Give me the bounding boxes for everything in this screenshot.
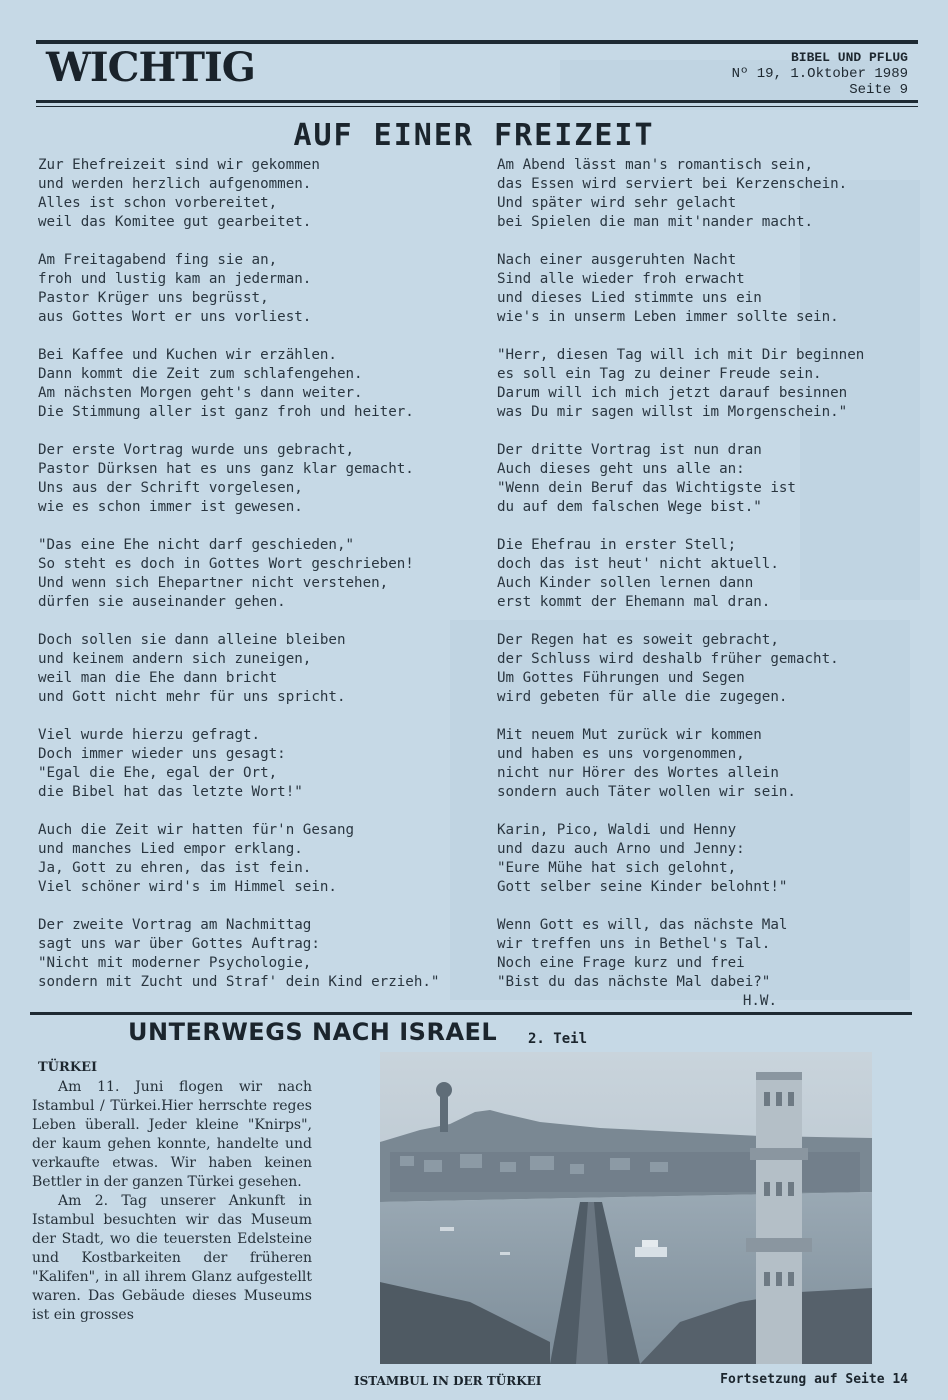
poem-line: Am nächsten Morgen geht's dann weiter. (38, 385, 363, 401)
poem-stanza (497, 156, 917, 232)
poem-line: weil man die Ehe dann bricht (38, 670, 278, 686)
poem-line: aus Gottes Wort er uns vorliest. (38, 309, 312, 325)
poem-left-column (38, 156, 488, 1011)
poem-line: Mit neuem Mut zurück wir kommen (497, 727, 762, 743)
poem-stanza (497, 346, 917, 422)
masthead-info (732, 50, 908, 98)
poem-line: Die Ehefrau in erster Stell; (497, 537, 737, 553)
poem-stanza (38, 726, 488, 802)
poem-line: Pastor Dürksen hat es uns ganz klar gemacht. (38, 461, 414, 477)
istanbul-photo (380, 1052, 872, 1364)
poem-stanza (38, 251, 488, 327)
poem-stanza (38, 441, 488, 517)
poem-line: "Nicht mit moderner Psychologie, (38, 955, 312, 971)
poem-stanza (497, 821, 917, 897)
article-part: 2. Teil (528, 1031, 588, 1047)
poem-line: weil das Komitee gut gearbeitet. (38, 214, 312, 230)
poem-line: Doch sollen sie dann alleine bleiben (38, 632, 346, 648)
poem-line: und haben es uns vorgenommen, (497, 746, 745, 762)
poem-line: nicht nur Hörer des Wortes allein (497, 765, 779, 781)
poem-line: wie's in unserm Leben immer sollte sein. (497, 309, 839, 325)
poem-line: Alles ist schon vorbereitet, (38, 195, 278, 211)
article-paragraph: Am 11. Juni flogen wir nach Istambul / Türkei.Hier herrschte reges Leben überall. Jeder kleine "Knirps", der kaum gehen konnte, handelte und verkaufte etwas. Wir haben keinen Bettler in der ganzen Türkei gesehen. (32, 1079, 312, 1190)
masthead-bottom-rule-thin (36, 106, 918, 107)
poem-line: Karin, Pico, Waldi und Henny (497, 822, 737, 838)
poem-line: der Schluss wird deshalb früher gemacht. (497, 651, 839, 667)
poem-stanza (38, 631, 488, 707)
masthead-bottom-rule (36, 100, 918, 103)
poem-line: "Eure Mühe hat sich gelohnt, (497, 860, 737, 876)
poem-line: und Gott nicht mehr für uns spricht. (38, 689, 346, 705)
poem-line: froh und lustig kam an jederman. (38, 271, 312, 287)
poem-line: bei Spielen die man mit'nander macht. (497, 214, 814, 230)
article-title: UNTERWEGS NACH ISRAEL (128, 1018, 498, 1046)
poem-stanza (497, 536, 917, 612)
poem-stanza (38, 536, 488, 612)
poem-line: Darum will ich mich jetzt darauf besinnen (497, 385, 848, 401)
publication-name: BIBEL UND PFLUG (790, 50, 908, 65)
poem-line: es soll ein Tag zu deiner Freude sein. (497, 366, 822, 382)
poem-line: So steht es doch in Gottes Wort geschrieben! (38, 556, 414, 572)
poem-line: und werden herzlich aufgenommen. (38, 176, 312, 192)
poem-line: Uns aus der Schrift vorgelesen, (38, 480, 303, 496)
poem-line: Der Regen hat es soweit gebracht, (497, 632, 779, 648)
continued-note: Fortsetzung auf Seite 14 (720, 1372, 908, 1387)
poem-line: und dieses Lied stimmte uns ein (497, 290, 762, 306)
poem-line: dürfen sie auseinander gehen. (38, 594, 286, 610)
poem-line: Nach einer ausgeruhten Nacht (497, 252, 737, 268)
poem-title: AUF EINER FREIZEIT (293, 118, 655, 153)
article-paragraph: Am 2. Tag unserer Ankunft in Istambul besuchten wir das Museum der Stadt, wo die teuersten Edelsteine und Kostbarkeiten der früheren "Kalifen", in all ihrem Glanz aufgestellt waren. Das Gebäude dieses Museums ist ein grosses (32, 1193, 312, 1323)
poem-line: "Egal die Ehe, egal der Ort, (38, 765, 278, 781)
poem-line: Und wenn sich Ehepartner nicht verstehen, (38, 575, 389, 591)
poem-line: Bei Kaffee und Kuchen wir erzählen. (38, 347, 337, 363)
poem-line: wir treffen uns in Bethel's Tal. (497, 936, 771, 952)
poem-line: Am Abend lässt man's romantisch sein, (497, 157, 814, 173)
poem-line: Pastor Krüger uns begrüsst, (38, 290, 269, 306)
poem-line: sondern mit Zucht und Straf' dein Kind erzieh." (38, 974, 440, 990)
poem-line: Der zweite Vortrag am Nachmittag (38, 917, 312, 933)
poem-line: Gott selber seine Kinder belohnt!" (497, 879, 788, 895)
poem-line: wie es schon immer ist gewesen. (38, 499, 303, 515)
poem-line: erst kommt der Ehemann mal dran. (497, 594, 771, 610)
poem-line: Auch Kinder sollen lernen dann (497, 575, 754, 591)
poem-line: "Bist du das nächste Mal dabei?" (497, 974, 771, 990)
poem-signature: H.W. (742, 993, 777, 1009)
issue-date: Nº 19, 1.Oktober 1989 (731, 66, 908, 82)
poem-line: und dazu auch Arno und Jenny: (497, 841, 745, 857)
poem-line: Um Gottes Führungen und Segen (497, 670, 745, 686)
poem-stanza (38, 916, 488, 992)
poem-line: "Das eine Ehe nicht darf geschieden," (38, 537, 355, 553)
photo-caption: ISTAMBUL IN DER TÜRKEI (354, 1374, 542, 1388)
poem-line: Ja, Gott zu ehren, das ist fein. (38, 860, 312, 876)
poem-stanza (38, 821, 488, 897)
poem-line: Viel wurde hierzu gefragt. (38, 727, 261, 743)
article-subheading: TÜRKEI (38, 1060, 98, 1075)
poem-line: Am Freitagabend fing sie an, (38, 252, 278, 268)
poem-line: sondern auch Täter wollen wir sein. (497, 784, 796, 800)
poem-line: sagt uns war über Gottes Auftrag: (38, 936, 320, 952)
page-number: Seite 9 (849, 82, 908, 98)
poem-line: Noch eine Frage kurz und frei (497, 955, 745, 971)
poem-stanza (38, 156, 488, 232)
poem-line: Der erste Vortrag wurde uns gebracht, (38, 442, 355, 458)
poem-stanza (497, 251, 917, 327)
poem-line: du auf dem falschen Wege bist." (497, 499, 762, 515)
poem-line: Doch immer wieder uns gesagt: (38, 746, 286, 762)
masthead-title: WICHTIG (46, 44, 255, 91)
article-body (32, 1078, 312, 1325)
poem-line: die Bibel hat das letzte Wort!" (38, 784, 303, 800)
poem-line: und manches Lied empor erklang. (38, 841, 303, 857)
poem-line: "Wenn dein Beruf das Wichtigste ist (497, 480, 796, 496)
poem-line: Der dritte Vortrag ist nun dran (497, 442, 762, 458)
istanbul-photo-illustration (380, 1052, 872, 1364)
poem-stanza (497, 726, 917, 802)
poem-line: Auch dieses geht uns alle an: (497, 461, 745, 477)
poem-line: Die Stimmung aller ist ganz froh und heiter. (38, 404, 414, 420)
poem-line: Auch die Zeit wir hatten für'n Gesang (38, 822, 355, 838)
poem-line: Dann kommt die Zeit zum schlafengehen. (38, 366, 363, 382)
poem-line: Sind alle wieder froh erwacht (497, 271, 745, 287)
poem-stanza (38, 346, 488, 422)
poem-line: doch das ist heut' nicht aktuell. (497, 556, 779, 572)
poem-line: "Herr, diesen Tag will ich mit Dir beginnen (497, 347, 865, 363)
poem-line: was Du mir sagen willst im Morgenschein." (497, 404, 848, 420)
poem-line: wird gebeten für alle die zugegen. (497, 689, 788, 705)
poem-right-column (497, 156, 917, 1011)
poem-line: Zur Ehefreizeit sind wir gekommen (38, 157, 320, 173)
poem-line: das Essen wird serviert bei Kerzenschein. (497, 176, 848, 192)
poem-stanza (497, 441, 917, 517)
poem-line: und keinem andern sich zuneigen, (38, 651, 312, 667)
section-divider (30, 1012, 912, 1015)
poem-line: Und später wird sehr gelacht (497, 195, 737, 211)
poem-line: Viel schöner wird's im Himmel sein. (38, 879, 337, 895)
poem-stanza (497, 631, 917, 707)
poem-line: Wenn Gott es will, das nächste Mal (497, 917, 788, 933)
poem-stanza (497, 916, 917, 992)
